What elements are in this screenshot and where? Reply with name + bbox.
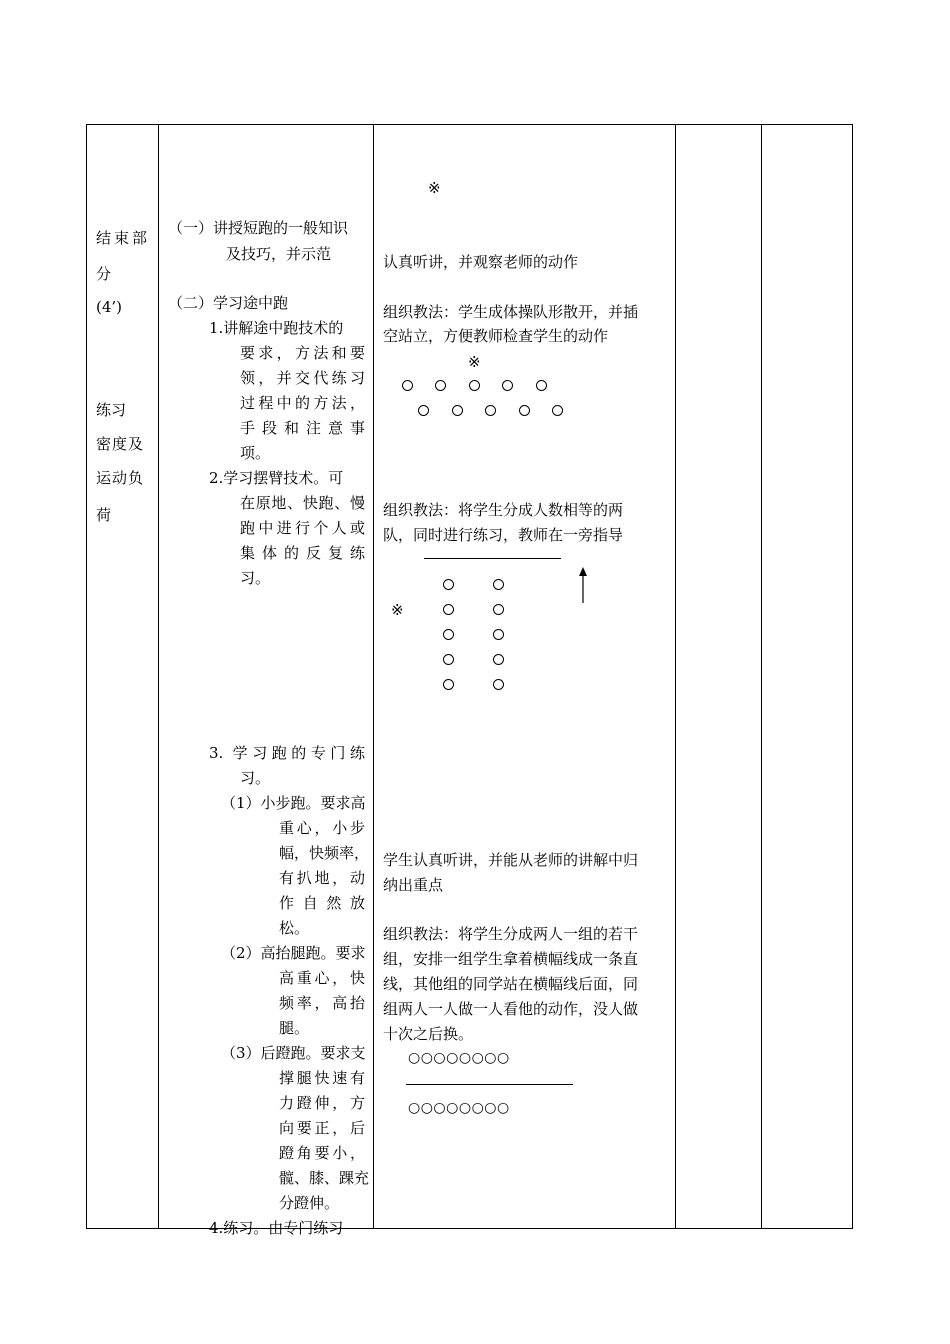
listen-note-1: 认真听讲，并观察老师的动作 [383, 253, 579, 271]
density-line4: 荷 [96, 506, 112, 524]
drill3-line: 向要正，后 [279, 1119, 365, 1137]
drill3-line: 蹬角要小， [279, 1144, 365, 1162]
start-line [424, 558, 561, 559]
org-method-1-line1: 组织教法：学生成体操队形散开，并插 [383, 303, 639, 321]
student-circle [443, 604, 454, 615]
student-circle [493, 604, 504, 615]
drill1-line: 有扒地，动 [279, 869, 365, 887]
drill3-line: 力蹬伸，方 [279, 1094, 365, 1112]
student-circle [418, 405, 429, 416]
org-method-3-line: 组两人一人做一人看他的动作，没人做 [383, 1000, 639, 1018]
student-circle [493, 629, 504, 640]
drill1-line: 松。 [279, 919, 310, 937]
teacher-symbol: ※ [428, 179, 441, 197]
column-divider-3 [675, 124, 676, 1229]
student-circle [493, 679, 504, 690]
drill3-line: 髋、膝、踝充 [279, 1169, 370, 1187]
drill3-line: （3）后蹬跑。要求支 [221, 1044, 366, 1062]
sub1-line: 1.讲解途中跑技术的 [209, 319, 344, 337]
drill3-line: 分蹬伸。 [279, 1194, 340, 1212]
drill2-line: 高重心，快 [279, 969, 365, 987]
listen-note-2-line1: 学生认真听讲，并能从老师的讲解中归 [383, 851, 639, 869]
org-method-1-line2: 空站立，方便教师检查学生的动作 [383, 327, 609, 345]
student-circle [402, 380, 413, 391]
density-line2: 密度及 [96, 435, 145, 453]
student-circle [502, 380, 513, 391]
student-circle [469, 380, 480, 391]
student-circle [435, 380, 446, 391]
student-circle [493, 654, 504, 665]
student-circle [443, 679, 454, 690]
org-method-2-line2: 队，同时进行练习，教师在一旁指导 [383, 526, 624, 544]
student-circle [493, 579, 504, 590]
student-circle [443, 654, 454, 665]
drill1-line: 重心，小步 [279, 819, 365, 837]
sub2-line: 集体的反复练 [240, 544, 365, 562]
student-circle [485, 405, 496, 416]
sub2-line: 2.学习摆臂技术。可 [209, 469, 344, 487]
student-circle [519, 405, 530, 416]
org-method-2-line1: 组织教法：将学生分成人数相等的两 [383, 501, 624, 519]
drill2-line: 腿。 [279, 1019, 310, 1037]
sub2-line: 习。 [240, 569, 271, 587]
sub3-line: 习。 [240, 769, 271, 787]
column-divider-2 [373, 124, 374, 1229]
drill1-line: （1）小步跑。要求高 [221, 794, 366, 812]
org-method-3-line: 十次之后换。 [383, 1025, 474, 1043]
listen-note-2-line2: 纳出重点 [383, 876, 444, 894]
section-title-line2: 分 [96, 265, 112, 283]
section-time: (4’) [96, 298, 123, 316]
sub1-line: 要求，方法和要 [240, 344, 365, 362]
arrow-up-icon [576, 567, 590, 605]
teacher-symbol: ※ [468, 353, 481, 371]
sub1-line: 过程中的方法， [240, 394, 365, 412]
density-line1: 练习 [96, 401, 127, 419]
org-method-3-line: 组，安排一组学生拿着横幅线成一条直 [383, 950, 639, 968]
item1-line1: （一）讲授短跑的一般知识 [168, 219, 349, 237]
drill3-line: 撑腿快速有 [279, 1069, 365, 1087]
item2-title: （二）学习途中跑 [168, 294, 289, 312]
sub1-line: 领，并交代练习 [240, 369, 365, 387]
sub2-line: 跑中进行个人或 [240, 519, 365, 537]
org-method-3-line: 线，其他组的同学站在横幅线后面，同 [383, 975, 639, 993]
sub2-line: 在原地、快跑、慢 [240, 494, 365, 512]
student-row-back: ○○○○○○○○ [408, 1100, 510, 1116]
student-row-front: ○○○○○○○○ [408, 1050, 510, 1066]
student-circle [536, 380, 547, 391]
item1-line2: 及技巧，并示范 [226, 245, 332, 263]
drill1-line: 作自然放 [279, 894, 365, 912]
student-circle [452, 405, 463, 416]
banner-line [406, 1084, 573, 1085]
density-line3: 运动负 [96, 469, 145, 487]
student-circle [443, 579, 454, 590]
column-divider-1 [158, 124, 159, 1229]
drill2-line: （2）高抬腿跑。要求 [221, 944, 366, 962]
sub1-line: 手段和注意事 [240, 419, 365, 437]
org-method-3-line: 组织教法：将学生分成两人一组的若干 [383, 925, 639, 943]
teacher-symbol: ※ [391, 601, 404, 619]
sub3-line: 3. 学习跑的专门练 [209, 744, 365, 762]
drill1-line: 幅，快频率， [279, 844, 370, 862]
drill2-line: 频率，高抬 [279, 994, 365, 1012]
section-title-line1: 结束部 [96, 229, 151, 247]
student-circle [443, 629, 454, 640]
sub1-line: 项。 [240, 444, 271, 462]
student-circle [552, 405, 563, 416]
sub4-line: 4.练习。由专门练习 [209, 1219, 344, 1237]
column-divider-4 [761, 124, 762, 1229]
